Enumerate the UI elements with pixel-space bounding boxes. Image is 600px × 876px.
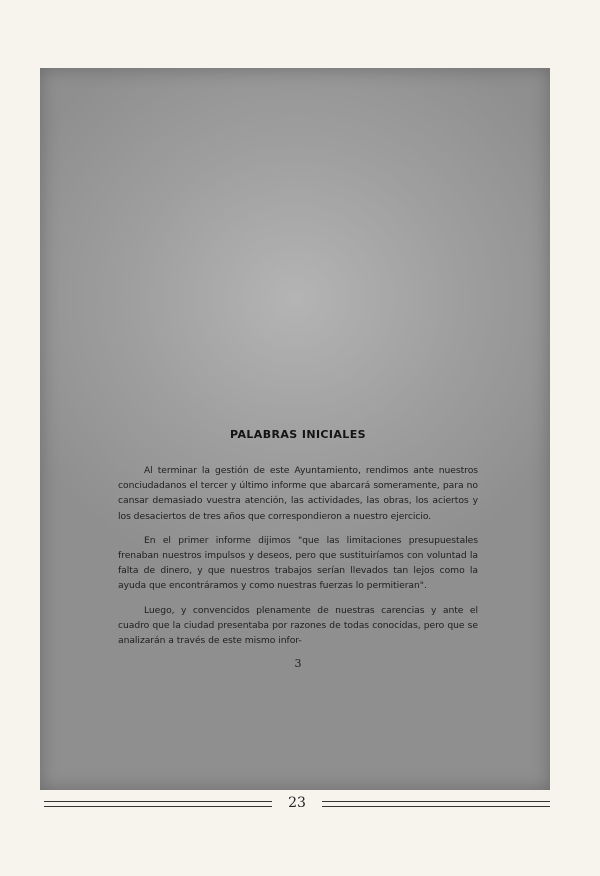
photographed-page [40,68,550,790]
footer-rule-right [322,801,550,807]
inner-page-number: 3 [294,657,302,671]
page-footer [44,795,550,813]
page-text-block [118,428,478,670]
paragraph-1: Al terminar la gestión de este Ayuntamiento, rendimos ante nuestros conciudadanos el tercer y último informe que abarcará someramente, para no cansar demasiado vuestra atención, las actividades, las obras, los aciertos y los desaciertos de tres años que correspondieron a nuestro ejercicio. [118,465,478,522]
paragraph-2: En el primer informe dijimos "que las limitaciones presupuestales frenaban nuestros impulsos y deseos, pero que sustituiríamos con voluntad la falta de dinero, y que nuestros trabajos serían llevados tan lejos como la ayuda que encontráramos y como nuestras fuerzas lo permitieran". [118,534,478,592]
paragraph-3: Luego, y convencidos plenamente de nuestras carencias y ante el cuadro que la ciudad presentaba por razones de todas conocidas, pero que se analizarán a través de este mismo infor- [118,604,478,647]
footer-page-number: 23 [288,795,306,811]
section-heading: PALABRAS INICIALES [230,428,366,441]
